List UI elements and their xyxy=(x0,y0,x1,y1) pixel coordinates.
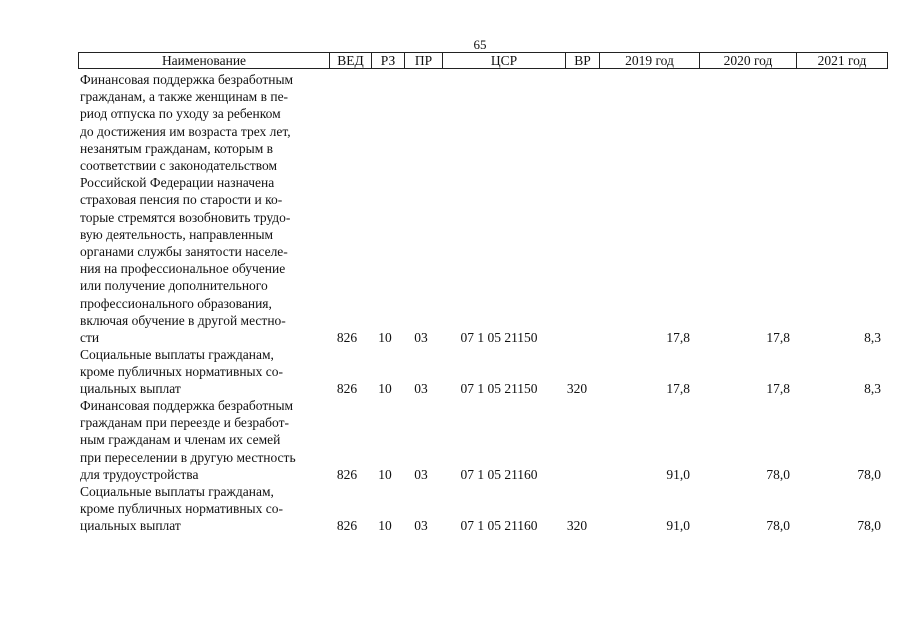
row-name: Социальные выплаты гражданам, кроме публичных нормативных со- циальных выплат xyxy=(80,484,283,534)
cell-ved: 826 xyxy=(336,466,358,482)
cell-ved: 826 xyxy=(336,518,358,534)
cell-y2020: 78,0 xyxy=(766,466,790,482)
cell-csr: 07 1 05 21160 xyxy=(460,518,538,534)
cell-y2020: 17,8 xyxy=(766,381,790,397)
cell-y2021: 8,3 xyxy=(864,330,881,345)
header-rz: РЗ xyxy=(372,53,405,69)
cell-y2021: 78,0 xyxy=(857,518,881,534)
cell-rz: 10 xyxy=(378,381,392,397)
cell-y2019: 17,8 xyxy=(666,381,690,397)
cell-y2021: 78,0 xyxy=(857,466,881,482)
cell-csr: 07 1 05 21150 xyxy=(460,330,538,345)
cell-pr: 03 xyxy=(414,330,428,345)
cell-rz: 10 xyxy=(378,518,392,534)
cell-y2019: 91,0 xyxy=(666,518,690,534)
row-name: Финансовая поддержка безработным гражданам, а также женщинам в пе- риод отпуска по уходу за ребенком до достижения им возраста трех лет, незанятым гражданам, которым в соответствии с законодательством Российской Федерации назначена страховая пенсия по старости и ко- торые стремятся возобновить трудо- вую деятельность, направленным органами службы занятости населе- ния на профессиональное обучение или получение дополнительного профессионального образования, включая обучение в другой местно- сти xyxy=(80,72,294,346)
header-vr: ВР xyxy=(566,53,600,69)
header-2021: 2021 год xyxy=(817,53,867,68)
cell-pr: 03 xyxy=(414,518,428,534)
cell-csr: 07 1 05 21150 xyxy=(460,381,538,397)
header-pr: ПР xyxy=(405,53,443,69)
cell-y2020: 78,0 xyxy=(766,518,790,534)
cell-rz: 10 xyxy=(378,330,392,345)
header-ved: ВЕД xyxy=(330,53,372,69)
cell-vr: 320 xyxy=(566,518,588,534)
cell-pr: 03 xyxy=(414,466,428,482)
cell-ved: 826 xyxy=(336,330,358,345)
page-number: 65 xyxy=(473,37,487,52)
header-2019: 2019 год xyxy=(600,53,700,69)
cell-y2019: 91,0 xyxy=(666,466,690,482)
cell-vr: 320 xyxy=(566,381,588,397)
cell-y2021: 8,3 xyxy=(864,381,881,397)
header-2020: 2020 год xyxy=(700,53,797,69)
cell-rz: 10 xyxy=(378,466,392,482)
header-name: Наименование xyxy=(79,53,330,69)
header-csr: ЦСР xyxy=(443,53,566,69)
cell-csr: 07 1 05 21160 xyxy=(460,466,538,482)
cell-ved: 826 xyxy=(336,381,358,397)
cell-y2020: 17,8 xyxy=(766,330,790,345)
row-name: Социальные выплаты гражданам, кроме публичных нормативных со- циальных выплат xyxy=(80,347,283,397)
cell-y2019: 17,8 xyxy=(666,330,690,345)
table-header xyxy=(78,52,888,69)
row-name: Финансовая поддержка безработным гражданам при переезде и безработ- ным гражданам и членам их семей при переселении в другую местность для трудоустройства xyxy=(80,398,296,482)
cell-pr: 03 xyxy=(414,381,428,397)
